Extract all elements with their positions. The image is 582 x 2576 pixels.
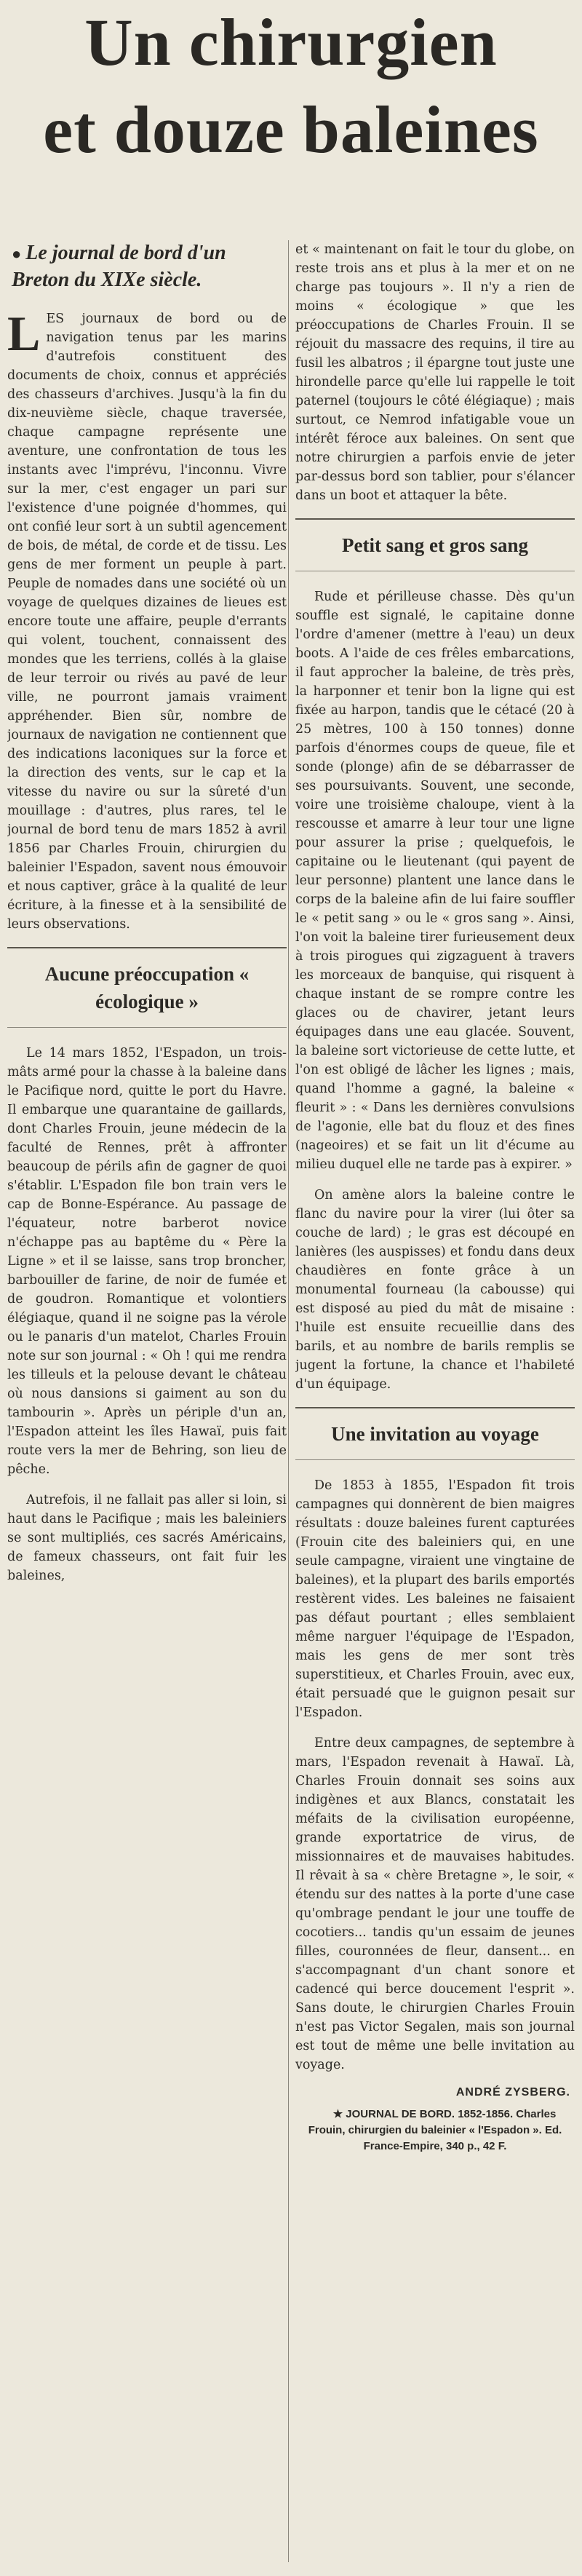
paragraph-hawai: Entre deux campagnes, de septembre à mars, l'Espadon revenait à Hawaï. Là, Charles Frouin donnait ses soins aux indigènes et aux Blancs, constatait les méfaits de la civilisation européenne, grande exportatrice de virus, de missionnaires et de mauvaises habitudes. Il rêvait à sa « chère Bretagne », le soir, « étendu sur des nattes à la porte d'une case qu'ombrage pendant le jour une touffe de cocotiers... tandis qu'un essaim de jeunes filles, couronnées de fleur, dansent... en s'accompagnant d'un chant sonore et cadencé qui berce doucement l'esprit ». Sans doute, le chirurgien Charles Frouin n'est pas Victor Segalen, mais son journal est tout de même une belle invitation au voyage.: [295, 1736, 575, 2072]
left-column: [7, 240, 287, 2566]
paragraph-autrefois: Autrefois, il ne fallait pas aller si loin, si haut dans le Pacifique ; mais les baleiniers se sont multipliés, ces sacrés Américains, de fameux chasseurs, ont fait fuir les baleines,: [7, 1493, 287, 1583]
paragraph-chasse: Rude et périlleuse chasse. Dès qu'un souffle est signalé, le capitaine donne l'ordre d'amener (mettre à l'eau) un deux boots. A l'aide de ces frêles embarcations, il faut approcher la baleine, de très près, la harponner et tenir bon la ligne qui est fixée au harpon, tandis que le cétacé (20 à 25 mètres, 100 à 150 tonnes) donne parfois d'énormes coups de queue, file et sonde (plonge) afin de se débarrasser de ses poursuivants. Souvent, une seconde, voire une troisième chaloupe, vient à la rescousse et amarre à leur tour une ligne pour assurer la prise ; quelquefois, le capitaine ou le lieutenant (qui payent de leur personne) plantent une lance dans le corps de la baleine afin de lui faire souffler le « petit sang » ou le « gros sang ». Ainsi, l'on voit la baleine tirer furieusement deux à trois pirogues qui zigzaguent à travers les morceaux de banquise, qui risquent à chaque instant de se rompre contre les glaces ou de chavirer, jetant leurs équipages dans une eau glacée. Souvent, la baleine sort victorieuse de cette lutte, et l'on est obligé de lâcher les lignes ; mais, quand l'homme a gagné, la baleine « fleurit » : « Dans les dernières convulsions de l'agonie, elle bat du flouz et des fines (nageoires) et se fait un lit d'écume au milieu duquel elle ne tarde pas à expirer. »: [295, 590, 575, 1172]
intro-paragraph: [7, 306, 287, 934]
subhead-invitation: Une invitation au voyage: [295, 1407, 575, 1460]
headline-line-2: et douze baleines: [43, 92, 539, 167]
right-column: [295, 240, 575, 2566]
lead-paragraph: [7, 240, 287, 293]
paragraph-continued: et « maintenant on fait le tour du globe, on reste trois ans et plus à la mer et on ne charge pas toujours ». Il n'y a rien de moins « écologique » que les préoccupations de Charles Frouin. Il se réjouit du massacre des requins, il tire au fusil les albatros ; il épargne tout juste une hirondelle parce qu'elle lui rappelle le toit paternel (toujours le côté élégiaque) ; mais surtout, ce Nemrod infatigable voue un intérêt féroce aux baleines. On sent que notre chirurgien a parfois envie de jeter par-dessus bord son tablier, pour s'élancer dans un boot et attaquer la bête.: [295, 242, 575, 503]
subhead-ecologique: Aucune préoccupation « écologique »: [7, 947, 287, 1028]
bullet-icon: ●: [12, 245, 22, 263]
subhead-petit-sang: Petit sang et gros sang: [295, 518, 575, 571]
column-divider: [288, 240, 289, 2562]
intro-text: ES journaux de bord ou de navigation tenus par les marins d'autrefois constituent des documents de choix, connus et appréciés des chasseurs d'archives. Jusqu'à la fin du dix-neuvième siècle, chaque traversée, chaque campagne représente une aventure, une confrontation de tous les instants avec l'imprévu, l'inconnu. Vivre sur la mer, c'est engager un pari sur l'existence d'une poignée d'hommes, qui ont confié leur sort à un subtil agencement de bois, de métal, de corde et de tissu. Les gens de mer forment un peuple à part. Peuple de nomades dans une société où un voyage de quelques dizaines de lieues est encore toute une affaire, peuple d'errants qui volent, touchent, connaissent des mondes que les terriens, collés à la glaise de leur terroir ou rivés au pavé de leur ville, ne pourront jamais vraiment appréhender. Bien sûr, nombre de journaux de navigation ne contiennent que des indications laconiques sur la force et la direction des vents, sur le cap et la vitesse du navire ou sur la sûreté d'un mouillage : d'autres, plus rares, tel le journal de bord tenu de mars 1852 à avril 1856 par Charles Frouin, chirurgien du baleinier l'Espadon, savent nous émouvoir et nous captiver, grâce à la qualité de leur écriture, à la finesse et à la sensibilité de leurs observations.: [7, 312, 287, 932]
paragraph-baleine-flanc: On amène alors la baleine contre le flanc du navire pour la virer (lui ôter sa couche de lard) ; le gras est découpé en lanières (les auspisses) et fondu dans deux chaudières en fonte grâce à un monumental fourneau (la cabousse) qui est disposé au pied du mât de misaine : l'huile est ensuite recueillie dans des barils, et au nombre de barils remplis se jugent la fortune, la chance et l'habileté d'un équipage.: [295, 1188, 575, 1392]
paragraph-campagnes: De 1853 à 1855, l'Espadon fit trois campagnes qui donnèrent de bien maigres résultats : douze baleines furent capturées (Frouin cite des baleiniers qui, en une seule campagne, viraient une vingtaine de baleines), et la plupart des barils emportés restèrent vides. Les baleines ne faisaient pas défaut pourtant ; elles semblaient même narguer l'équipage de l'Espadon, mais les gens de mer sont très superstitieux, et Charles Frouin, avec eux, était persuadé que le guignon pesait sur l'Espadon.: [295, 1478, 575, 1720]
lead-text: Le journal de bord d'un Breton du XIXe siècle.: [12, 242, 226, 291]
book-reference: ★ JOURNAL DE BORD. 1852-1856. Charles Frouin, chirurgien du baleinier « l'Espadon ». Ed. France-Empire, 340 p., 42 F.: [308, 2108, 562, 2152]
headline-line-1: Un chirurgien: [84, 5, 498, 79]
drop-cap: L: [7, 306, 41, 361]
paragraph-espadon: Le 14 mars 1852, l'Espadon, un trois-mâts armé pour la chasse à la baleine dans le Pacifique nord, quitte le port du Havre. Il embarque une quarantaine de gaillards, dont Charles Frouin, jeune médecin de la faculté de Rennes, prêt à affronter beaucoup de périls afin de gagner de quoi s'établir. L'Espadon file bon train vers le cap de Bonne-Espérance. Au passage de l'équateur, notre barberot novice n'échappe pas au baptême du « Père la Ligne » et il se laisse, sans trop broncher, barbouiller de farine, de noir de fumée et de goudron. Romantique et volontiers élégiaque, quand il ne soigne pas la vérole ou le panaris d'un matelot, Charles Frouin note sur son journal : « Oh ! qui me rendra les tilleuls et la pelouse devant le château où nous dansions si gaiment au son du tambourin ». Après un périple d'un an, l'Espadon atteint les îles Hawaï, puis fait route vers la mer de Behring, son lieu de pêche.: [7, 1046, 287, 1477]
author-signature: ANDRÉ ZYSBERG.: [455, 2086, 570, 2099]
